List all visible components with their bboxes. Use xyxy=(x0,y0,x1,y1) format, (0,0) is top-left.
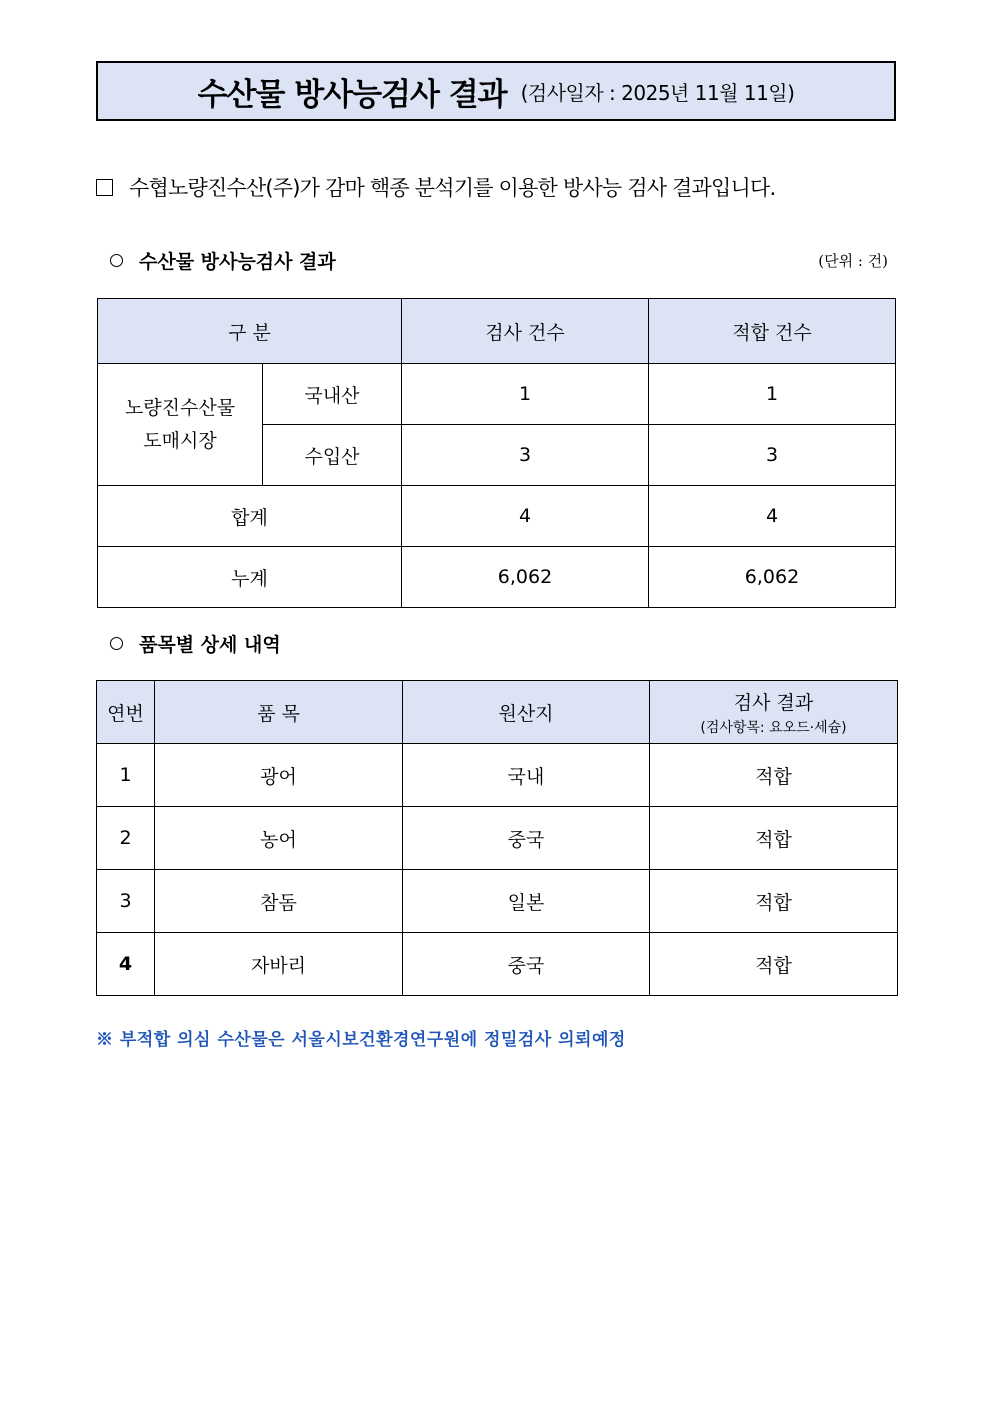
header-result-label: 검사 결과 xyxy=(733,691,814,714)
detail-heading-text: 품목별 상세 내역 xyxy=(139,634,281,656)
table-row xyxy=(97,744,898,807)
detail-header-row xyxy=(97,681,898,744)
cumulative-tested: 6,062 xyxy=(402,547,649,608)
tested-count: 3 xyxy=(402,425,649,486)
market-label-line1: 노량진수산물 xyxy=(124,397,236,420)
market-label-line2: 도매시장 xyxy=(143,429,217,452)
detail-section-heading xyxy=(110,630,281,657)
row-item: 참돔 xyxy=(155,870,403,933)
row-no: 3 xyxy=(97,870,155,933)
summary-heading-text: 수산물 방사능검사 결과 xyxy=(139,251,336,273)
header-tested-count: 검사 건수 xyxy=(402,299,649,364)
row-result: 적합 xyxy=(650,807,898,870)
table-row xyxy=(97,933,898,996)
header-category: 구 분 xyxy=(98,299,402,364)
table-row xyxy=(97,807,898,870)
row-no: 2 xyxy=(97,807,155,870)
cumulative-row xyxy=(98,547,896,608)
row-item: 광어 xyxy=(155,744,403,807)
detail-table xyxy=(96,680,898,996)
row-label: 수입산 xyxy=(263,425,402,486)
header-result-note: (검사항목: 요오드·세슘) xyxy=(700,719,847,736)
title-box xyxy=(96,61,896,121)
unit-label: (단위 : 건) xyxy=(818,252,888,270)
row-no: 1 xyxy=(97,744,155,807)
row-origin: 일본 xyxy=(403,870,650,933)
row-origin: 국내 xyxy=(403,744,650,807)
row-origin: 중국 xyxy=(403,807,650,870)
row-item: 자바리 xyxy=(155,933,403,996)
row-label: 국내산 xyxy=(263,364,402,425)
passed-count: 1 xyxy=(649,364,896,425)
circle-bullet-icon xyxy=(110,254,123,267)
total-label: 합계 xyxy=(98,486,402,547)
cumulative-passed: 6,062 xyxy=(649,547,896,608)
header-passed-count: 적합 건수 xyxy=(649,299,896,364)
intro-text: 수협노량진수산(주)가 감마 핵종 분석기를 이용한 방사능 검사 결과입니다. xyxy=(129,176,776,200)
total-row xyxy=(98,486,896,547)
header-item: 품 목 xyxy=(155,681,403,744)
table-row xyxy=(97,870,898,933)
inspection-date: (검사일자 : 2025년 11월 11일) xyxy=(520,80,795,105)
table-row xyxy=(98,364,896,425)
header-origin: 원산지 xyxy=(403,681,650,744)
footnote: ※ 부적합 의심 수산물은 서울시보건환경연구원에 정밀검사 의뢰예정 xyxy=(96,1030,626,1050)
row-no: 4 xyxy=(97,933,155,996)
tested-count: 1 xyxy=(402,364,649,425)
summary-header-row xyxy=(98,299,896,364)
circle-bullet-icon xyxy=(110,637,123,650)
page-title: 수산물 방사능검사 결과 xyxy=(197,76,507,113)
header-no: 연번 xyxy=(97,681,155,744)
row-item: 농어 xyxy=(155,807,403,870)
market-label-cell xyxy=(98,364,263,486)
checkbox-icon xyxy=(96,179,113,196)
row-result: 적합 xyxy=(650,744,898,807)
summary-section-heading xyxy=(110,247,336,274)
row-origin: 중국 xyxy=(403,933,650,996)
header-result xyxy=(650,681,898,744)
total-passed: 4 xyxy=(649,486,896,547)
cumulative-label: 누계 xyxy=(98,547,402,608)
row-result: 적합 xyxy=(650,870,898,933)
passed-count: 3 xyxy=(649,425,896,486)
intro-line xyxy=(96,172,775,202)
row-result: 적합 xyxy=(650,933,898,996)
summary-table xyxy=(97,298,896,608)
total-tested: 4 xyxy=(402,486,649,547)
